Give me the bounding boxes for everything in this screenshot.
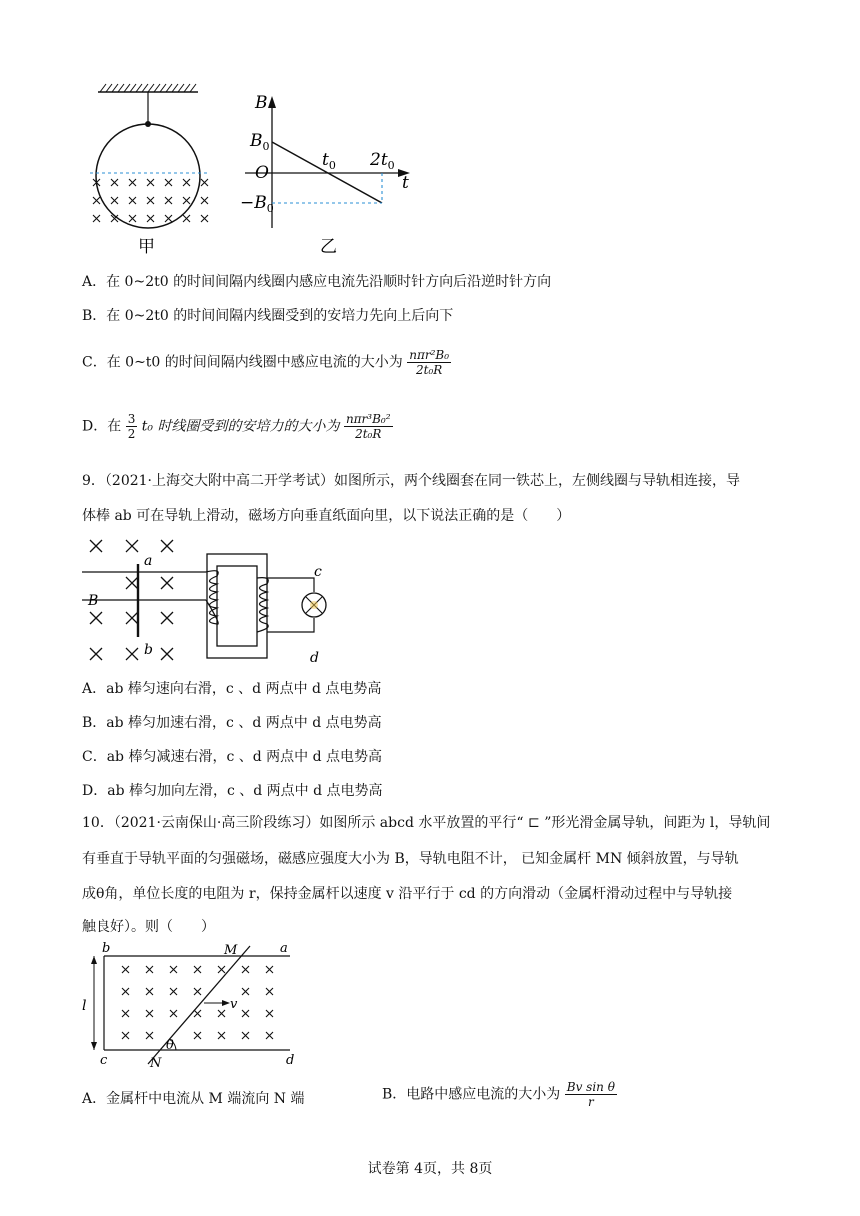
q10-option-b-fraction: $\frac{\text{Bv sin θ}}{r}$ bbox=[566, 1080, 615, 1109]
figure-label-jia: 甲 bbox=[138, 237, 155, 257]
q10-label-b: b bbox=[102, 941, 111, 956]
label-origin: O bbox=[255, 163, 269, 183]
q8-option-a: A．在 0~2t0 的时间间隔内线圈内感应电流先沿顺时针方向后沿逆时针方向 bbox=[82, 274, 552, 290]
q10-label-a: a bbox=[280, 941, 288, 956]
q9-label-a: a bbox=[144, 553, 153, 569]
q9-option-b: B．ab 棒匀加速右滑，c 、d 两点中 d 点电势高 bbox=[82, 715, 382, 731]
q8-option-d-fraction: $\frac{\text{nπr³B₀²}}{\text{2t₀R}}$ bbox=[345, 412, 391, 441]
label-2t0: $2t_0$ bbox=[370, 150, 395, 172]
page-footer: 试卷第 4页，共 8页 bbox=[367, 1161, 493, 1177]
figure-label-yi: 乙 bbox=[320, 237, 337, 257]
q10-option-b: B．电路中感应电流的大小为 $\frac{\text{Bv sin θ}}{r}$ bbox=[382, 1080, 615, 1109]
q10-stem-line4: 触良好）。则（ ） bbox=[82, 919, 215, 935]
label-negB0: $-B_0$ bbox=[240, 193, 274, 215]
q9-option-a: A．ab 棒匀速向右滑，c 、d 两点中 d 点电势高 bbox=[82, 681, 382, 697]
q10-label-M: M bbox=[224, 943, 238, 958]
q10-stem-line2: 有垂直于导轨平面的匀强磁场，磁感应强度大小为 B，导轨电阻不计， 已知金属杆 MN 倾斜放置，与导轨 bbox=[82, 851, 739, 867]
q10-label-v: v bbox=[230, 997, 238, 1012]
q8-option-d: D．在 $\frac{3}{2}$ t₀ 时线圈受到的安培力的大小为 $\frac{\text{nπr³B₀²}}{\text{2t₀R}}$ bbox=[82, 412, 391, 441]
figure-q8 bbox=[80, 80, 440, 260]
q9-label-B: B bbox=[88, 593, 99, 609]
q9-option-c: C．ab 棒匀减速右滑，c 、d 两点中 d 点电势高 bbox=[82, 749, 383, 765]
figure-q10 bbox=[80, 940, 310, 1070]
q8-option-b: B．在 0~2t0 的时间间隔内线圈受到的安培力先向上后向下 bbox=[82, 308, 454, 324]
q10-label-l: l bbox=[82, 998, 87, 1014]
q9-option-d: D．ab 棒匀加向左滑，c 、d 两点中 d 点电势高 bbox=[82, 783, 383, 799]
q10-option-a: A．金属杆中电流从 M 端流向 N 端 bbox=[82, 1091, 305, 1107]
q9-label-b: b bbox=[144, 642, 153, 658]
q9-label-d: d bbox=[310, 650, 319, 666]
magnetic-field-crosses bbox=[93, 179, 208, 222]
q10-field-crosses bbox=[122, 966, 273, 1039]
q8-option-d-frac-32: $\frac{3}{2}$ bbox=[127, 412, 136, 441]
q9-stem-line2: 体棒 ab 可在导轨上滑动，磁场方向垂直纸面向里，以下说法正确的是（ ） bbox=[82, 508, 571, 524]
q9-label-c: c bbox=[314, 564, 322, 580]
axis-label-t: t bbox=[402, 173, 409, 193]
q8-option-c: C．在 0~t0 的时间间隔内线圈中感应电流的大小为 $\frac{\text{nπr²B₀}}{\text{2t₀R}}$ bbox=[82, 348, 450, 377]
axis-label-B: B bbox=[255, 93, 268, 113]
q10-label-theta: θ bbox=[166, 1038, 174, 1053]
label-t0: $t_0$ bbox=[322, 150, 336, 172]
q10-label-c: c bbox=[100, 1053, 108, 1068]
q10-stem-line3: 成θ角，单位长度的电阻为 r，保持金属杆以速度 v 沿平行于 cd 的方向滑动（金属杆滑动过程中与导轨接 bbox=[82, 886, 733, 902]
label-B0: $B_0$ bbox=[250, 131, 270, 153]
q8-option-c-fraction: $\frac{\text{nπr²B₀}}{\text{2t₀R}}$ bbox=[409, 348, 450, 377]
q10-label-N: N bbox=[150, 1056, 162, 1070]
q10-stem-line1: 10．（2021·云南保山·高三阶段练习）如图所示 abcd 水平放置的平行“ ⊏ ”形光滑金属导轨，间距为 l，导轨间 bbox=[82, 815, 771, 831]
q9-stem-line1: 9．（2021·上海交大附中高二开学考试）如图所示，两个线圈套在同一铁芯上，左侧线圈与导轨相连接，导 bbox=[82, 473, 740, 489]
figure-q9 bbox=[82, 532, 342, 670]
q10-label-d: d bbox=[286, 1053, 295, 1068]
